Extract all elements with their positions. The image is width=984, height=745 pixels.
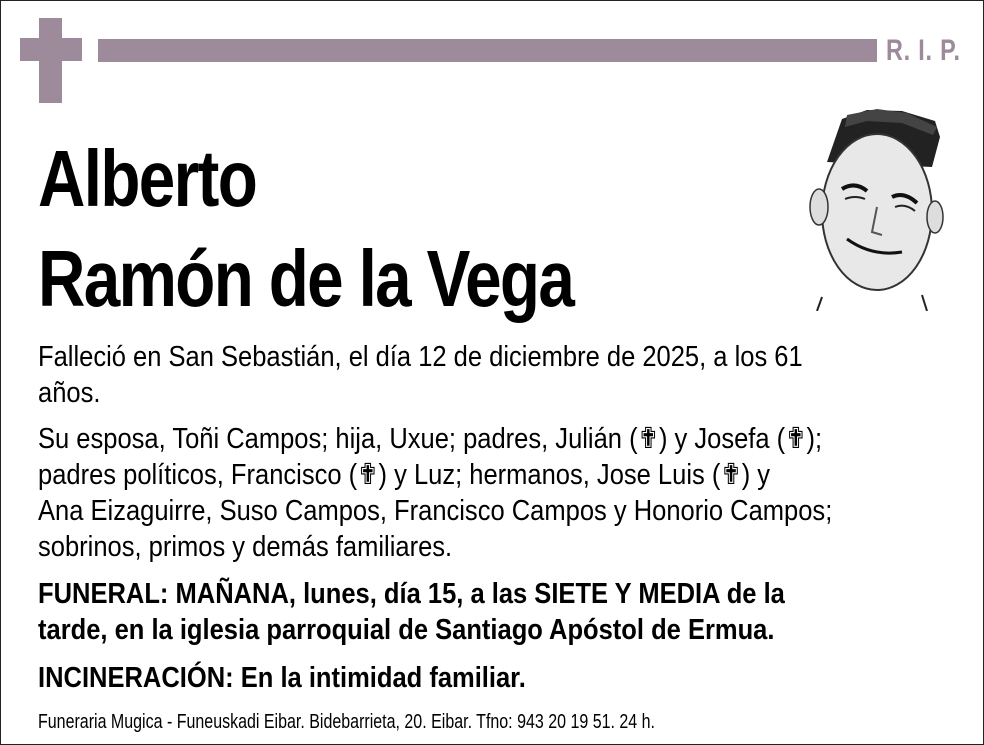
header-rule <box>98 39 877 62</box>
funeral-line: FUNERAL: MAÑANA, lunes, día 15, a las SIETE Y MEDIA de la <box>38 578 785 610</box>
portrait-photo <box>807 107 947 311</box>
deceased-surnames: Ramón de la Vega <box>38 234 574 323</box>
funeral-line: tarde, en la iglesia parroquial de Santiago Apóstol de Ermua. <box>38 614 775 646</box>
funeral-home-footer: Funeraria Mugica - Funeuskadi Eibar. Bidebarrieta, 20. Eibar. Tfno: 943 20 19 51. 24 h. <box>38 711 655 733</box>
cremation-line: INCINERACIÓN: En la intimidad familiar. <box>38 662 526 694</box>
rip-label: R. I. P. <box>886 34 961 67</box>
family-line: padres políticos, Francisco (✟) y Luz; hermanos, Jose Luis (✟) y <box>38 459 771 491</box>
cross-icon-horizontal <box>20 38 82 61</box>
death-info-line-2: años. <box>38 377 101 409</box>
deceased-first-name: Alberto <box>38 134 257 223</box>
family-line: Ana Eizaguirre, Suso Campos, Francisco Campos y Honorio Campos; <box>38 495 833 527</box>
death-info-line-1: Falleció en San Sebastián, el día 12 de diciembre de 2025, a los 61 <box>38 341 803 373</box>
family-line: sobrinos, primos y demás familiares. <box>38 531 453 563</box>
family-line: Su esposa, Toñi Campos; hija, Uxue; padres, Julián (✟) y Josefa (✟); <box>38 423 823 455</box>
portrait-photo-icon <box>807 107 947 311</box>
